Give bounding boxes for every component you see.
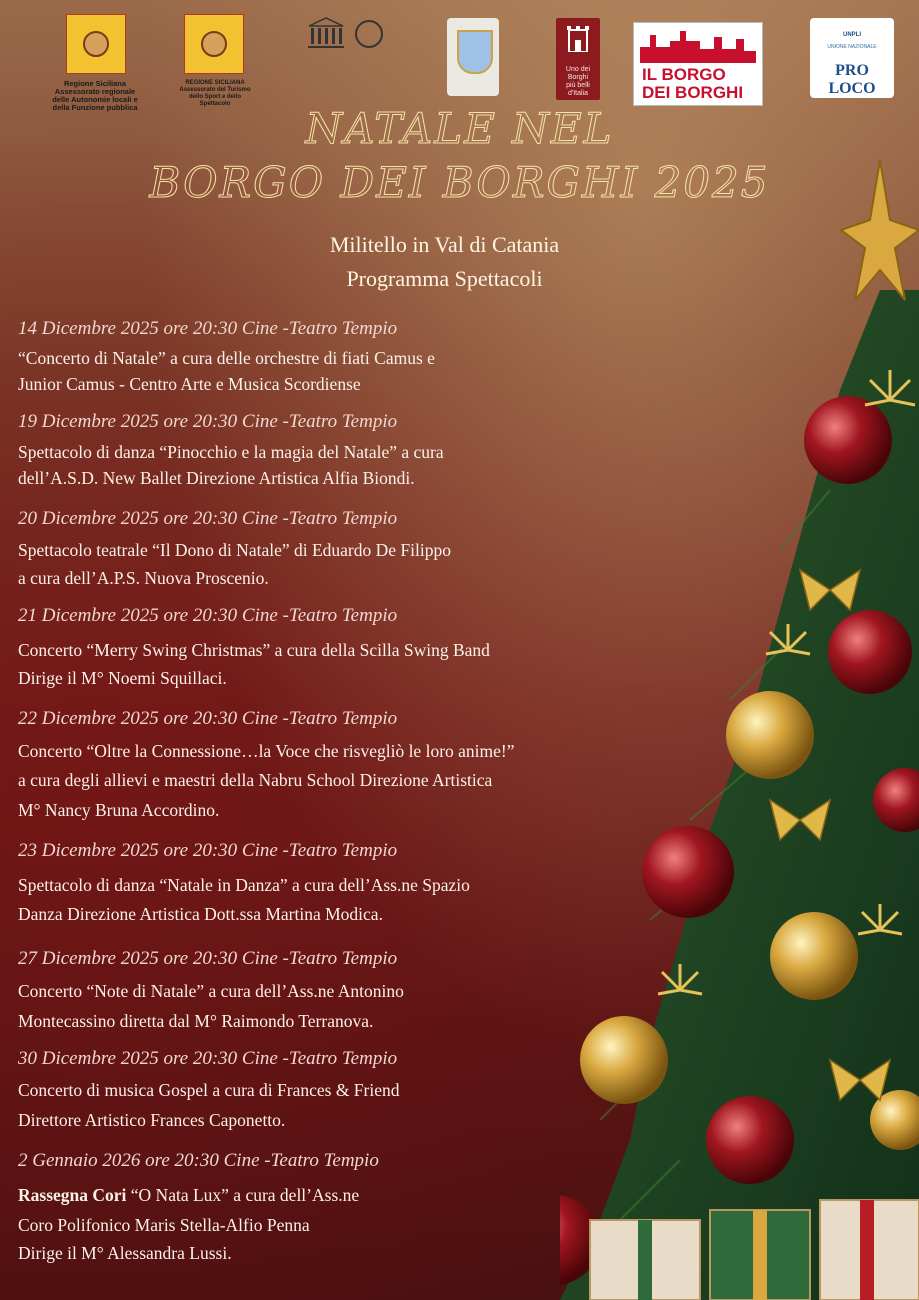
event-9-date: 2 Gennaio 2026 ore 20:30 Cine -Teatro Tempio [18,1150,379,1171]
event-1-date: 14 Dicembre 2025 ore 20:30 Cine -Teatro Tempio [18,318,398,339]
regione-autonomie-caption: Regione Siciliana Assessorato regionale delle Autonomie locali e della Funzione pubblica [52,79,138,112]
subtitle-program: Programma Spettacoli [346,266,543,291]
pro-loco-label: PRO LOCO [828,62,876,97]
crest-shield-icon [457,30,493,74]
event-5-line: Concerto “Oltre la Connessione…la Voce che risvegliò le loro anime!” [18,741,515,761]
ornament-red [706,1096,794,1184]
event-1-line: Junior Camus - Centro Arte e Musica Scordiense [18,374,361,394]
subtitle-location: Militello in Val di Catania [329,232,560,257]
municipal-crest-logo [447,18,499,96]
borgo-dei-borghi-logo [633,22,763,106]
logos-row [0,10,919,112]
event-4-line: Concerto “Merry Swing Christmas” a cura della Scilla Swing Band [18,640,490,660]
borghi-belli-caption: Uno dei Borghi più belli d'Italia [565,66,591,97]
tower-icon [566,24,590,52]
ornament-gold [580,1016,668,1104]
event-2-date: 19 Dicembre 2025 ore 20:30 Cine -Teatro Tempio [18,411,398,432]
christmas-tree-illustration [560,160,919,1300]
unione-nazionale-label: UNIONE NAZIONALE [827,44,877,50]
skyline-icon [640,27,756,63]
ornament-red [642,826,734,918]
event-2-line: dell’A.S.D. New Ballet Direzione Artistica Alfia Biondi. [18,468,415,488]
borgo-line2: DEI BORGHI [642,83,744,102]
rassegna-cori-label: Rassegna Cori [18,1185,127,1205]
borgo-line1: IL BORGO [642,65,726,84]
event-5-date: 22 Dicembre 2025 ore 20:30 Cine -Teatro Tempio [18,708,398,729]
event-6-line: Danza Direzione Artistica Dott.ssa Martina Modica. [18,904,383,924]
event-9-line: Dirige il M° Alessandra Lussi. [18,1243,232,1263]
title-line1: NATALE NEL [305,104,614,153]
regione-spettacolo-logo [180,14,250,108]
unpli-label: UNPLI [843,32,861,38]
world-heritage-icon [355,20,383,48]
trinacria-icon [184,14,244,74]
title-line2: BORGO DEI BORGHI 2025 [149,158,770,207]
ornament-red [804,396,892,484]
event-3-line: a cura dell’A.P.S. Nuova Proscenio. [18,568,269,588]
event-8-line: Direttore Artistico Frances Caponetto. [18,1110,286,1130]
event-1-line: “Concerto di Natale” a cura delle orchestre di fiati Camus e [18,348,435,368]
event-3-line: Spettacolo teatrale “Il Dono di Natale” di Eduardo De Filippo [18,540,451,560]
ornament-red [828,610,912,694]
regione-turismo-caption: REGIONE SICILIANA Assessorato del Turismo dello Sport e dello Spettacolo [179,80,251,107]
event-8-date: 30 Dicembre 2025 ore 20:30 Cine -Teatro Tempio [18,1048,398,1069]
unesco-temple-icon [305,16,347,52]
event-7-date: 27 Dicembre 2025 ore 20:30 Cine -Teatro Tempio [18,948,398,969]
event-6-date: 23 Dicembre 2025 ore 20:30 Cine -Teatro Tempio [18,840,398,861]
gift-ribbon [860,1200,874,1300]
borghi-belli-logo [556,18,600,100]
event-5-line: a cura degli allievi e maestri della Nabru School Direzione Artistica [18,770,493,790]
event-4-line: Dirige il M° Noemi Squillaci. [18,668,227,688]
event-7-line: Concerto “Note di Natale” a cura dell’Ass.ne Antonino [18,981,404,1001]
event-9-title: “O Nata Lux” a cura dell’Ass.ne [126,1185,360,1205]
event-2-line: Spettacolo di danza “Pinocchio e la magia del Natale” a cura [18,442,444,462]
event-8-line: Concerto di musica Gospel a cura di Frances & Friend [18,1080,400,1100]
event-9-line [18,1185,359,1206]
event-6-line: Spettacolo di danza “Natale in Danza” a cura dell’Ass.ne Spazio [18,875,470,895]
event-3-date: 20 Dicembre 2025 ore 20:30 Cine -Teatro Tempio [18,508,398,529]
gift-ribbon [638,1220,652,1300]
event-7-line: Montecassino diretta dal M° Raimondo Terranova. [18,1011,374,1031]
star-topper-icon [841,160,919,300]
gift-ribbon [753,1210,767,1300]
trinacria-icon [66,14,126,74]
event-4-date: 21 Dicembre 2025 ore 20:30 Cine -Teatro Tempio [18,605,398,626]
event-5-line: M° Nancy Bruna Accordino. [18,800,220,820]
unesco-logo [305,16,435,86]
ornament-gold [770,912,858,1000]
event-9-line: Coro Polifonico Maris Stella-Alfio Penna [18,1215,310,1235]
regione-turismo-logo [52,14,138,112]
pro-loco-logo [810,18,894,98]
ornament-gold [726,691,814,779]
